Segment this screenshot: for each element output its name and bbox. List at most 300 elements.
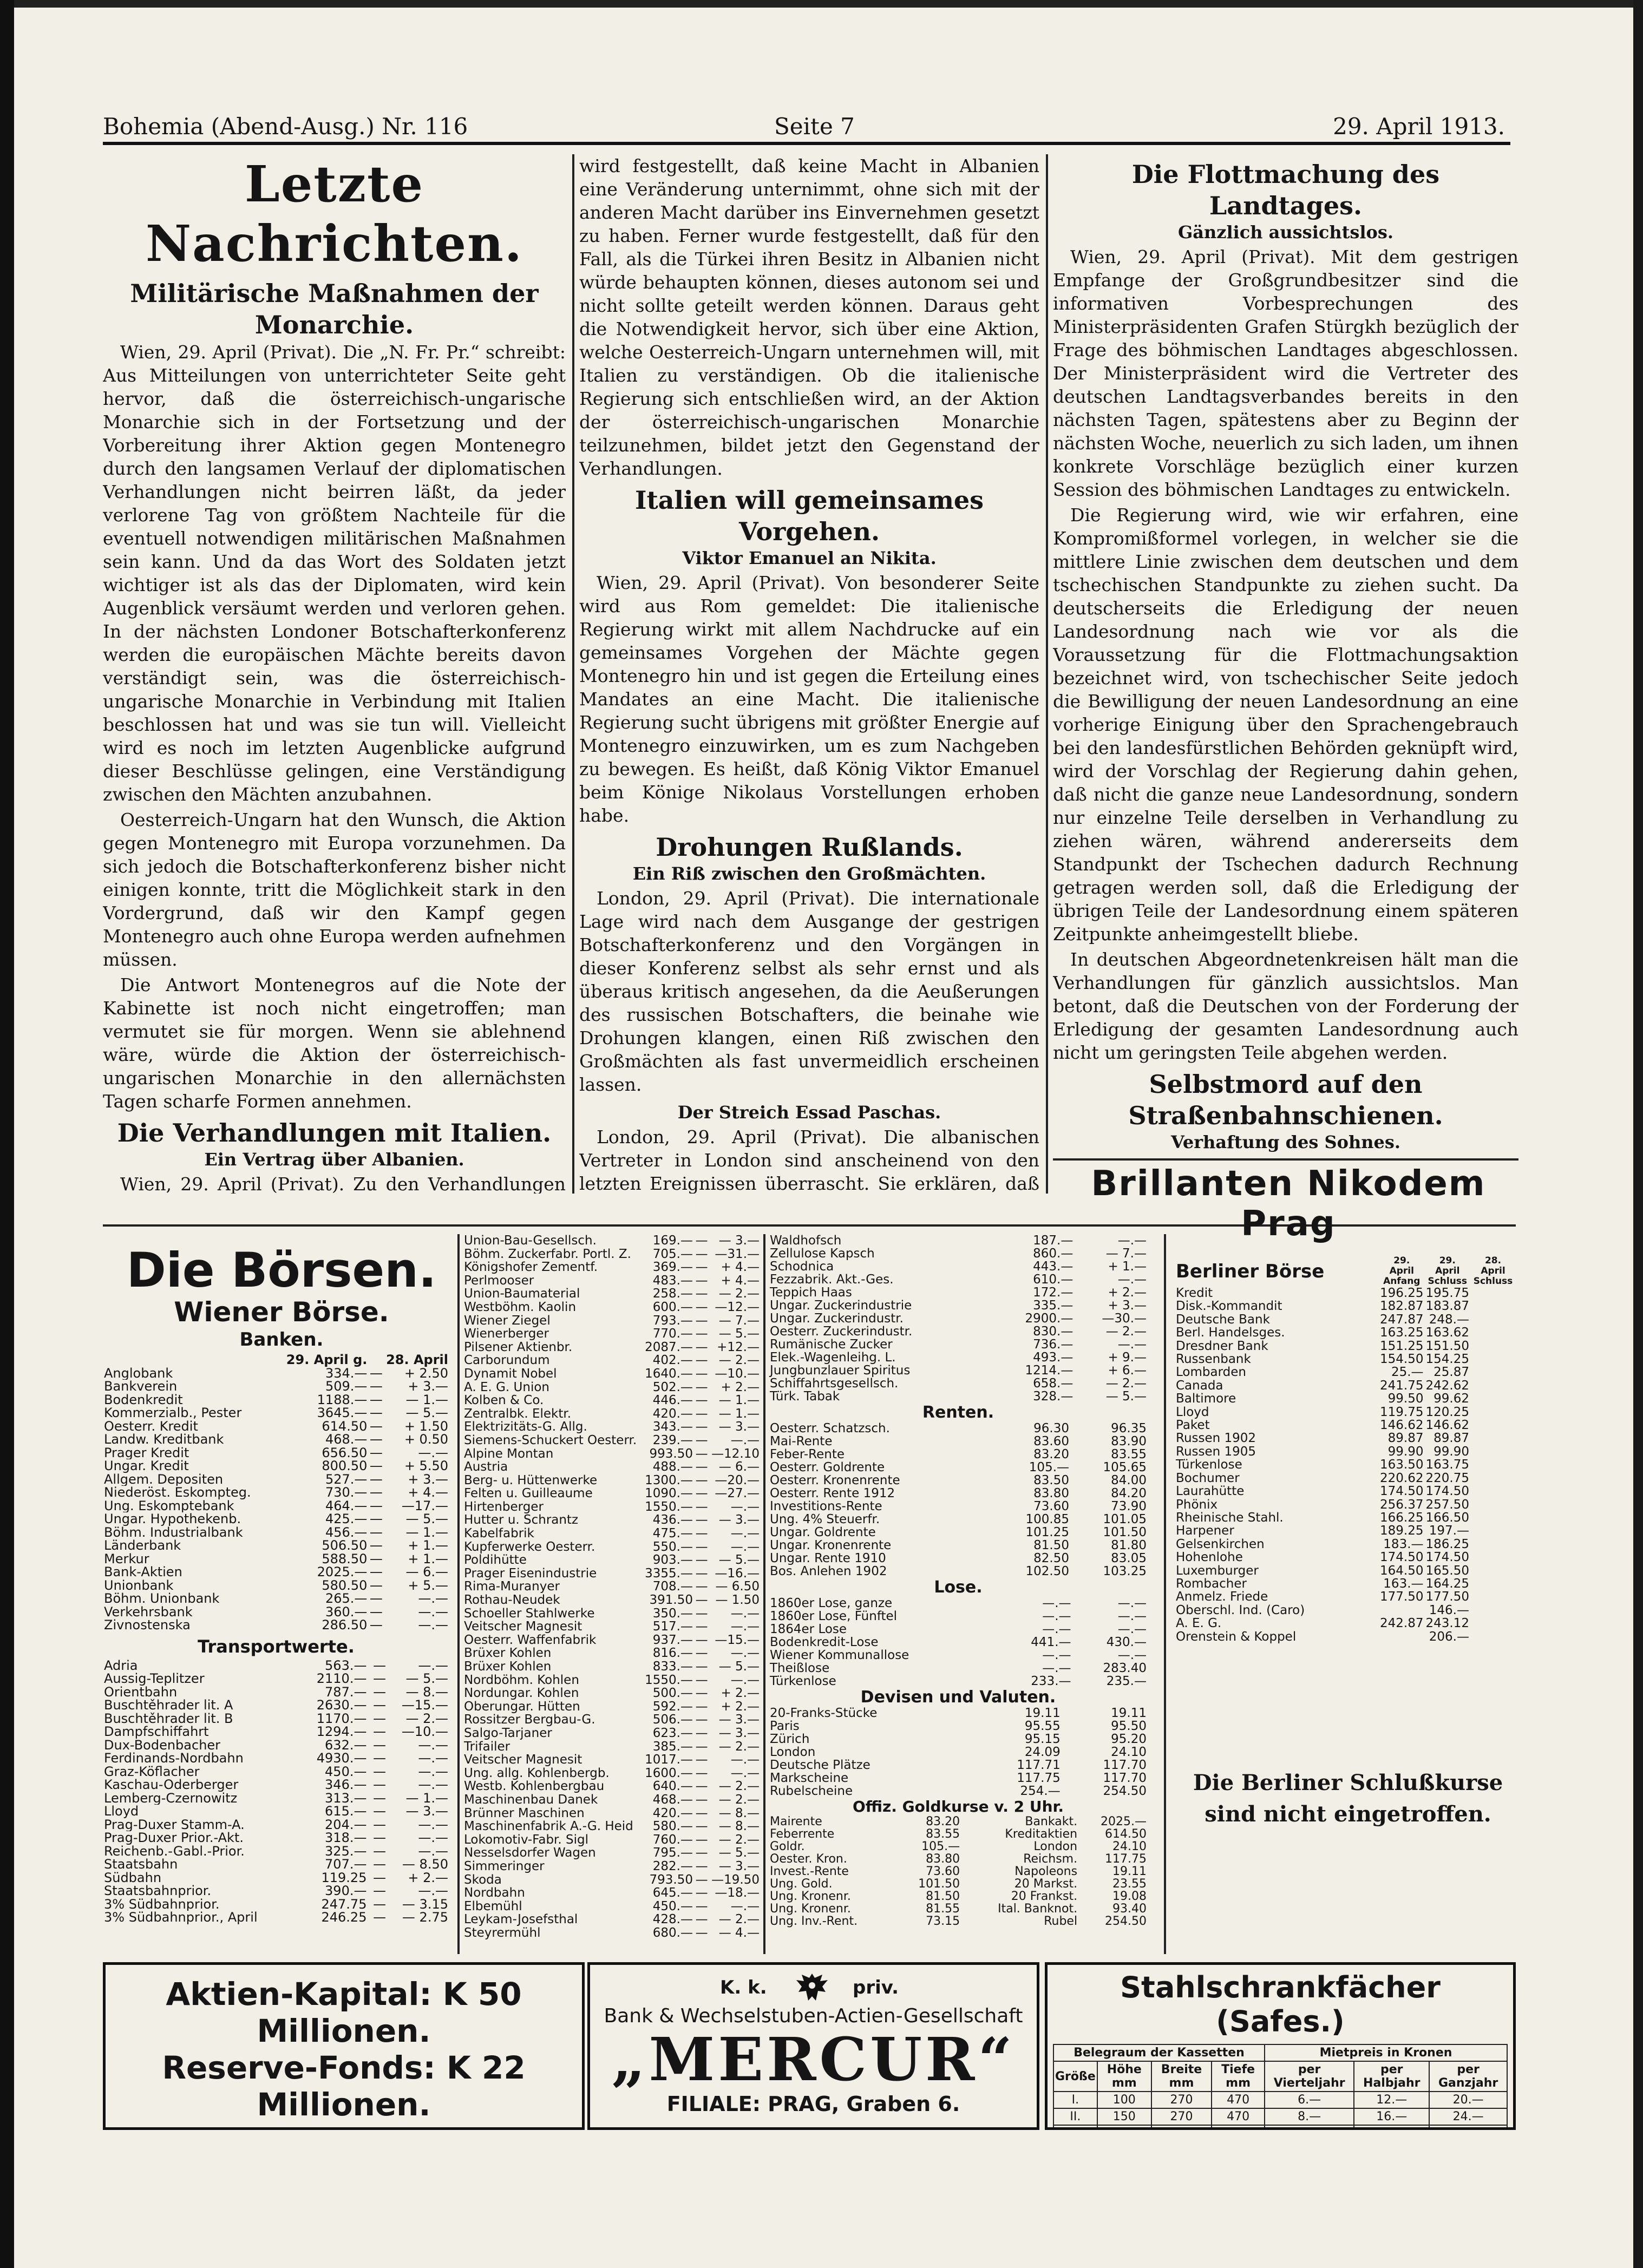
ad-bank-name: Bank & Wechselstuben-Actien-Gesellschaft: [604, 2005, 1023, 2027]
row-value: 166.50: [1425, 1511, 1469, 1525]
row-label: Kolben & Co.: [464, 1394, 544, 1407]
ad-capital-line: Aktien-Kapital: K 50 Millionen.: [166, 1976, 522, 2049]
berlin-row: [1175, 1445, 1516, 1458]
ad-kk: K. k.: [720, 1977, 767, 1998]
transport-row: [103, 1831, 449, 1845]
row-label: Theißlose: [770, 1662, 830, 1675]
industry-row: [463, 1886, 761, 1900]
row-label: Rheinische Stahl.: [1176, 1511, 1284, 1525]
row-value: 346.—: [325, 1778, 367, 1792]
row-label: Oesterr. Zuckerindustr.: [770, 1325, 913, 1338]
gold-row: [769, 1890, 1148, 1903]
row-value: —: [695, 1833, 708, 1847]
row-value: —: [695, 1713, 708, 1727]
misc-row: [769, 1351, 1148, 1364]
row-label: Schoeller Stahlwerke: [464, 1607, 595, 1621]
row-label: Elektrizitäts-G. Allg.: [464, 1420, 587, 1434]
row-value: —: [369, 1605, 383, 1618]
row-value: [1212, 2125, 1265, 2130]
row-value: 84.00: [1111, 1474, 1147, 1487]
row-label: Wiener Ziegel: [464, 1314, 551, 1328]
row-value: —: [695, 1420, 708, 1434]
row-value: —.—: [730, 1500, 760, 1514]
lose-row: [769, 1662, 1148, 1675]
transport-row: [103, 1805, 449, 1818]
row-value: 1214.—: [1025, 1364, 1073, 1377]
article-paragraph: Wien, 29. April (Privat). Die „N. Fr. Pr.“ schreibt: Aus Mitteilungen von unterrichteter Seite geht hervor, daß die österreichisch-ungarische Monarchie sich in der Fortsetzung und der Vorbereitung ihrer Aktion gegen Montenegro durch den langsamen Verlauf der diplomatischen Verhandlungen nicht beirren läßt, da jeder verlorene Tag von größtem Nachteile für die eventuell notwendigen militärischen Maßnahmen sein kann. Und da das Wort des Soldaten jetzt wichtiger ist als das der Diplomaten, wird kein Augenblick versäumt werden und verloren gehen. In der nächsten Londoner Botschafterkonferenz werden die europäischen Mächte bereits davon verständigt sein, was die österreichisch-ungarische Monarchie in Verbindung mit Italien beschlossen hat und was sie tun will. Vielleicht wird es noch im letzten Augenblicke aufgrund dieser Beschlüsse gelingen, eine Verständigung zwischen den Mächten anzubahnen.: [103, 342, 566, 805]
market-renten-block: [769, 1234, 1148, 1954]
row-value: 82.50: [1033, 1552, 1070, 1565]
row-value: 73.60: [926, 1865, 960, 1878]
devisen-row: [769, 1746, 1148, 1759]
row-label: Hutter u. Schrantz: [464, 1513, 579, 1528]
industry-row: [463, 1394, 761, 1407]
capital-advertisement: [103, 1962, 585, 2130]
row-value: —: [695, 1460, 708, 1474]
safes-group-header: Belegraum der Kassetten: [1053, 2044, 1265, 2061]
row-value: 441.—: [1031, 1636, 1071, 1649]
row-value: —.—: [418, 1778, 448, 1792]
row-value: — 2.—: [405, 1712, 448, 1725]
header-publication: Bohemia (Abend-Ausg.) Nr. 116: [103, 113, 468, 140]
row-value: 243.12: [1425, 1617, 1469, 1630]
row-label: Lemberg-Czernowitz: [104, 1791, 238, 1805]
row-value: [1429, 2125, 1507, 2130]
row-value: 464.—: [325, 1499, 368, 1512]
row-value: 4930.—: [316, 1752, 367, 1765]
row-value: —: [373, 1897, 387, 1911]
row-label: Allgem. Depositen: [104, 1472, 224, 1486]
row-label: Nordböhm. Kohlen: [464, 1673, 579, 1687]
row-value: 658.—: [1033, 1377, 1073, 1390]
row-label: Gelsenkirchen: [1176, 1537, 1265, 1551]
row-label: Lokomotiv-Fabr. Sigl: [464, 1833, 588, 1847]
row-label: Ung. Gold.: [770, 1878, 833, 1890]
row-value: Ital. Banknot.: [998, 1903, 1078, 1915]
row-value: 174.50: [1380, 1551, 1424, 1564]
row-value: —: [369, 1406, 383, 1420]
industry-row: [463, 1767, 761, 1780]
bank-row: [103, 1473, 449, 1486]
row-value: 83.55: [926, 1828, 960, 1840]
banken-title: Banken.: [239, 1329, 324, 1351]
safes-table: [1053, 2044, 1508, 2130]
row-value: — 6.—: [405, 1565, 448, 1579]
row-label: Ung. Inv.-Rent.: [770, 1915, 858, 1928]
row-value: 146.62: [1380, 1419, 1424, 1432]
col-header: 29. April Anfang: [1383, 1256, 1421, 1287]
row-value: 204.—: [325, 1818, 367, 1831]
row-value: — 8.—: [718, 1820, 760, 1833]
row-label: Poldihütte: [464, 1553, 527, 1567]
row-label: Leykam-Josefsthal: [464, 1913, 578, 1926]
row-value: 2087.—: [645, 1340, 693, 1354]
row-value: —: [695, 1314, 708, 1328]
devisen-row: [769, 1785, 1148, 1798]
row-value: 760.—: [652, 1833, 693, 1847]
gold-row: [769, 1878, 1148, 1890]
industry-row: [463, 1807, 761, 1820]
row-value: — 5.—: [718, 1327, 760, 1341]
row-label: Zivnostenska: [104, 1618, 191, 1632]
row-label: Union-Baumaterial: [464, 1287, 580, 1301]
row-value: 117.75: [1105, 1853, 1147, 1865]
row-label: Veitscher Magnesit: [464, 1753, 582, 1767]
row-label: Ung. Eskomptebank: [104, 1499, 234, 1512]
row-value: 19.11: [1112, 1865, 1147, 1878]
article-subheadline: Ein Riß zwischen den Großmächten.: [632, 863, 986, 884]
row-label: Westb. Kohlenbergbau: [464, 1780, 605, 1793]
renten-row: [769, 1422, 1148, 1435]
row-value: —: [695, 1620, 708, 1634]
row-value: 610.—: [1033, 1273, 1073, 1286]
row-value: — 3.—: [718, 1713, 760, 1727]
misc-row: [769, 1377, 1148, 1390]
row-value: — 3.—: [718, 1234, 760, 1248]
row-label: Buschtěhrader lit. B: [104, 1712, 233, 1725]
misc-row: [769, 1364, 1148, 1377]
berlin-row: [1175, 1630, 1516, 1643]
row-label: Graz-Köflacher: [104, 1765, 200, 1778]
row-label: Westböhm. Kaolin: [464, 1300, 577, 1314]
row-label: Union-Bau-Gesellsch.: [464, 1234, 597, 1248]
industry-row: [463, 1341, 761, 1354]
berlin-row: [1175, 1511, 1516, 1524]
industry-row: [463, 1234, 761, 1248]
transport-row: [103, 1765, 449, 1779]
row-label: Ungar. Kredit: [104, 1459, 189, 1473]
row-value: 23.55: [1112, 1878, 1147, 1890]
safe-row: [1053, 2125, 1507, 2130]
row-label: 1860er Lose, Fünftel: [770, 1610, 898, 1623]
row-value: 680.—: [652, 1926, 693, 1940]
row-value: — 5.—: [718, 1553, 760, 1567]
row-label: Siemens-Schuckert Oesterr.: [464, 1433, 637, 1447]
row-label: Teppich Haas: [770, 1286, 852, 1299]
lose-row: [769, 1623, 1148, 1636]
row-label: Brüxer Kohlen: [464, 1647, 552, 1660]
row-value: 196.25: [1380, 1287, 1424, 1300]
row-value: — 1.—: [405, 1791, 448, 1805]
berlin-row: [1175, 1564, 1516, 1577]
column-rule: [572, 154, 574, 1194]
row-value: —: [373, 1858, 387, 1871]
transport-row: [103, 1818, 449, 1832]
row-label: Russen 1905: [1176, 1445, 1256, 1459]
column-1: [103, 154, 566, 1194]
row-value: 8.—: [1265, 2108, 1354, 2125]
industry-row: [463, 1513, 761, 1527]
berlin-row: [1175, 1406, 1516, 1419]
row-label: Phönix: [1176, 1498, 1218, 1511]
row-value: 154.50: [1380, 1353, 1424, 1366]
article-paragraph: London, 29. April (Privat). Die internationale Lage wird nach dem Ausgange der gestrigen Botschafterkonferenz und den Vorgängen in dieser Konferenz selbst als sehr ernst und als überaus kritisch angesehen, da die Aeußerungen des russischen Botschafters, die beinahe wie Drohungen klangen, einen Riß zwischen den Großmächten als fast unvermeidlich erscheinen lassen.: [579, 888, 1039, 1095]
row-value: —: [373, 1831, 387, 1845]
row-value: 93.40: [1112, 1903, 1147, 1915]
row-value: 242.62: [1425, 1379, 1469, 1393]
row-value: Napoleons: [1014, 1865, 1078, 1878]
bank-row: [103, 1539, 449, 1552]
row-value: —27.—: [715, 1487, 760, 1500]
row-label: Ungar. Rente 1910: [770, 1552, 886, 1565]
misc-row: [769, 1338, 1148, 1351]
row-value: —10.—: [715, 1367, 760, 1381]
row-value: —: [695, 1354, 708, 1367]
row-value: 220.62: [1380, 1471, 1424, 1485]
row-value: 235.—: [1106, 1675, 1147, 1688]
row-value: 830.—: [1033, 1325, 1073, 1338]
row-value: 247.87: [1380, 1313, 1424, 1327]
row-value: 580.—: [652, 1820, 693, 1833]
row-label: Disk.-Kommandit: [1176, 1300, 1282, 1313]
row-label: Maschinenfabrik A.-G. Heid: [464, 1820, 633, 1833]
industry-row: [463, 1913, 761, 1926]
berlin-title: Berliner Börse: [1176, 1260, 1325, 1282]
row-value: —.—: [418, 1884, 448, 1898]
row-label: Unionbank: [104, 1578, 174, 1592]
column-3: [1053, 154, 1518, 1156]
renten-title: Renten.: [922, 1403, 994, 1422]
row-value: 390.—: [325, 1884, 367, 1898]
row-label: Oberschl. Ind. (Caro): [1176, 1603, 1305, 1617]
row-label: Ungar. Zuckerindustr.: [770, 1312, 904, 1325]
row-label: Goldr.: [770, 1840, 805, 1853]
article-paragraph: Die Regierung wird, wie wir erfahren, eine Kompromißformel vorlegen, in welcher sie die mittlere Linie zwischen dem deutschen und dem tschechischen Standpunkte zu ziehen sucht. Da deutscherseits die Erledigung der neuen Landesordnung nach wie vor als die Voraussetzung für die Flottmachungsaktion bezeichnet wird, von tschechischer Seite jedoch die Bewilligung der neuen Landesordnung an eine vorherige Einigung über den Sprachengebrauch bei den landesfürstlichen Behörden geknüpft wird, wird der Vorschlag der Regierung dahin gehen, daß nicht die ganze neue Landesordnung, sondern nur einzelne Teile derselben in Verhandlung zu ziehen wären, während andererseits dem Standpunkt der Tschechen dadurch Rechnung getragen werden soll, daß die Erledigung der übrigen Teile der Landesordnung einem späteren Zeitpunkte anheimgestellt bliebe.: [1053, 504, 1518, 945]
row-label: Trifailer: [464, 1740, 510, 1754]
row-label: Rossitzer Bergbau-G.: [464, 1713, 595, 1727]
row-value: 656.50: [322, 1446, 368, 1459]
row-value: 334.—: [325, 1366, 368, 1380]
industry-row: [463, 1314, 761, 1328]
row-value: 73.60: [1033, 1500, 1070, 1513]
gold-row: [769, 1828, 1148, 1840]
row-value: + 4.—: [721, 1261, 760, 1274]
berlin-row: [1175, 1577, 1516, 1590]
safe-col-header: per Halbjahr: [1354, 2061, 1429, 2092]
row-label: Lloyd: [1176, 1405, 1209, 1419]
row-label: Böhm. Unionbank: [104, 1592, 220, 1605]
article-paragraph: [1053, 1155, 1518, 1156]
row-value: —: [373, 1871, 387, 1884]
row-value: —.—: [730, 1540, 760, 1554]
row-value: 242.87: [1380, 1617, 1424, 1630]
industry-row: [463, 1594, 761, 1607]
row-value: —: [369, 1592, 383, 1605]
row-value: 3355.—: [645, 1566, 693, 1581]
boerse-title: Die Börsen.: [126, 1242, 437, 1298]
row-value: 187.—: [1033, 1234, 1073, 1247]
row-label: Perlmooser: [464, 1274, 534, 1288]
bank-row: [103, 1592, 449, 1605]
row-value: 95.50: [1111, 1720, 1147, 1733]
row-value: 470: [1212, 2092, 1265, 2108]
row-value: + 3.—: [408, 1380, 448, 1393]
row-value: — 3.—: [405, 1805, 448, 1818]
row-value: 736.—: [1033, 1338, 1073, 1351]
row-label: Dampfschiffahrt: [104, 1725, 209, 1739]
row-value: 623.—: [652, 1726, 693, 1740]
renten-row: [769, 1526, 1148, 1539]
row-value: 1600.—: [645, 1766, 693, 1780]
transport-row: [103, 1699, 449, 1712]
berlin-row: [1175, 1392, 1516, 1405]
row-value: —: [373, 1685, 387, 1699]
row-label: Elbemühl: [464, 1899, 522, 1913]
row-label: Oesterr. Goldrente: [770, 1461, 885, 1474]
safes-advertisement: [1045, 1962, 1516, 2130]
ad-filiale: FILIALE: PRAG, Graben 6.: [666, 2092, 960, 2116]
row-label: Ung. allg. Kohlenbergb.: [464, 1766, 610, 1780]
row-value: 502.—: [652, 1380, 693, 1394]
row-label: Hirtenberger: [464, 1500, 544, 1514]
row-value: —: [369, 1512, 383, 1526]
row-label: Niederöst. Eskompteg.: [104, 1486, 251, 1499]
row-value: 83.05: [1111, 1552, 1147, 1565]
safe-col-header: per Vierteljahr: [1265, 2061, 1354, 2092]
gold-row: [769, 1853, 1148, 1865]
row-value: 313.—: [325, 1791, 367, 1805]
row-value: 420.—: [652, 1407, 693, 1421]
row-value: —17.—: [401, 1499, 448, 1512]
article-paragraph: London, 29. April (Privat). Die albanischen Vertreter in London sind anscheinend von den letzten Ereignissen überrascht. Sie erklären, daß: [579, 1126, 1039, 1194]
row-value: 233.—: [1031, 1675, 1071, 1688]
row-label: Türkenlose: [1176, 1458, 1242, 1472]
row-label: Oesterr. Schatzsch.: [770, 1422, 890, 1435]
row-label: Bos. Anlehen 1902: [770, 1565, 887, 1578]
row-value: 3645.—: [317, 1406, 368, 1420]
row-value: 258.—: [652, 1287, 693, 1301]
row-value: 1090.—: [645, 1487, 693, 1500]
row-value: — 2.—: [1105, 1377, 1147, 1390]
bank-row: [103, 1579, 449, 1592]
row-value: [1151, 2125, 1212, 2130]
row-label: Bochumer: [1176, 1471, 1240, 1485]
row-value: 420.—: [652, 1806, 693, 1820]
row-value: 509.—: [325, 1380, 368, 1393]
bank-row: [103, 1552, 449, 1566]
bank-row: [103, 1526, 449, 1539]
row-value: + 6.—: [1108, 1364, 1147, 1377]
bank-row: [103, 1618, 449, 1632]
row-value: + 9.—: [1108, 1351, 1147, 1364]
row-value: 550.—: [652, 1540, 693, 1554]
market-berlin-block: [1175, 1256, 1516, 1667]
row-value: 1170.—: [316, 1712, 367, 1725]
row-value: —: [373, 1659, 387, 1672]
row-label: A. E. G. Union: [464, 1380, 550, 1394]
row-label: Schiffahrtsgesellsch.: [770, 1377, 899, 1390]
row-label: Dresdner Bank: [1176, 1339, 1268, 1353]
row-value: 391.50: [649, 1594, 693, 1607]
row-value: 81.80: [1111, 1539, 1147, 1552]
row-label: Steyrermühl: [464, 1926, 541, 1940]
berlin-row: [1175, 1538, 1516, 1551]
row-value: 83.55: [1111, 1448, 1147, 1461]
row-value: —: [373, 1844, 387, 1858]
row-value: 154.25: [1425, 1353, 1469, 1366]
row-label: Länderbank: [104, 1539, 181, 1552]
row-label: Prager Eisenindustrie: [464, 1566, 597, 1581]
row-value: 16.—: [1354, 2108, 1429, 2125]
row-label: Alpine Montan: [464, 1447, 554, 1461]
row-value: —.—: [730, 1620, 760, 1634]
row-value: — 6.—: [718, 1460, 760, 1474]
row-label: Veitscher Magnesit: [464, 1620, 582, 1634]
row-label: Oesterr. Kronenrente: [770, 1474, 900, 1487]
row-value: 174.50: [1425, 1485, 1469, 1498]
row-label: Anmelz. Friede: [1176, 1590, 1268, 1604]
row-value: 1550.—: [645, 1673, 693, 1687]
berlin-note: Die Berliner Schlußkurse sind nicht eingetroffen.: [1193, 1770, 1503, 1827]
row-value: — 2.—: [718, 1740, 760, 1754]
row-label: London: [770, 1746, 816, 1759]
row-value: 19.11: [1024, 1707, 1061, 1720]
row-label: Kredit: [1176, 1287, 1213, 1300]
row-value: —: [695, 1647, 708, 1660]
row-label: Ung. Kronenr.: [770, 1903, 851, 1915]
row-value: —.—: [1042, 1597, 1071, 1610]
devisen-row: [769, 1772, 1148, 1785]
row-value: 164.25: [1425, 1577, 1469, 1591]
row-value: 182.87: [1380, 1300, 1424, 1313]
berlin-row: [1175, 1524, 1516, 1537]
row-value: —: [373, 1818, 387, 1831]
row-value: —: [695, 1407, 708, 1421]
row-label: 1860er Lose, ganze: [770, 1597, 893, 1610]
row-value: —: [373, 1778, 387, 1792]
row-value: 707.—: [325, 1858, 367, 1871]
industry-row: [463, 1420, 761, 1434]
page-header: [103, 111, 1505, 141]
bank-row: [103, 1486, 449, 1499]
row-value: —: [369, 1565, 383, 1579]
row-label: Zentralbk. Elektr.: [464, 1407, 572, 1421]
industry-row: [463, 1607, 761, 1621]
transport-row: [103, 1712, 449, 1726]
misc-row: [769, 1390, 1148, 1403]
devisen-row: [769, 1720, 1148, 1733]
row-value: —: [369, 1459, 383, 1473]
row-value: 937.—: [652, 1633, 693, 1647]
col-header: 28. April: [386, 1353, 448, 1367]
ad-safes-title: Stahlschrankfächer (Safes.): [1120, 1970, 1441, 2038]
row-value: [1265, 2125, 1354, 2130]
row-label: Schodnica: [770, 1260, 834, 1273]
safes-group-header: Mietpreis in Kronen: [1265, 2044, 1507, 2061]
row-value: —: [695, 1527, 708, 1541]
industry-row: [463, 1674, 761, 1687]
safe-col-header: Tiefe mm: [1212, 2061, 1265, 2092]
row-value: 183.—: [1383, 1537, 1424, 1551]
row-label: 3% Südbahnprior.: [104, 1897, 220, 1911]
row-label: Paris: [770, 1720, 800, 1733]
berlin-row: [1175, 1551, 1516, 1564]
row-value: —.—: [1117, 1338, 1147, 1351]
row-value: + 4.—: [408, 1486, 448, 1499]
row-value: —: [695, 1247, 708, 1261]
row-label: Deutsche Plätze: [770, 1759, 870, 1772]
row-value: 20 Frankst.: [1011, 1890, 1078, 1903]
row-value: — 7.—: [718, 1314, 760, 1328]
berlin-row: [1175, 1458, 1516, 1471]
market-banks-block: [103, 1353, 449, 1959]
row-value: 163.50: [1380, 1458, 1424, 1472]
row-value: —: [695, 1700, 708, 1714]
row-value: —: [695, 1687, 708, 1700]
misc-row: [769, 1247, 1148, 1260]
industry-row: [463, 1367, 761, 1381]
row-label: Staatsbahnprior.: [104, 1884, 212, 1898]
